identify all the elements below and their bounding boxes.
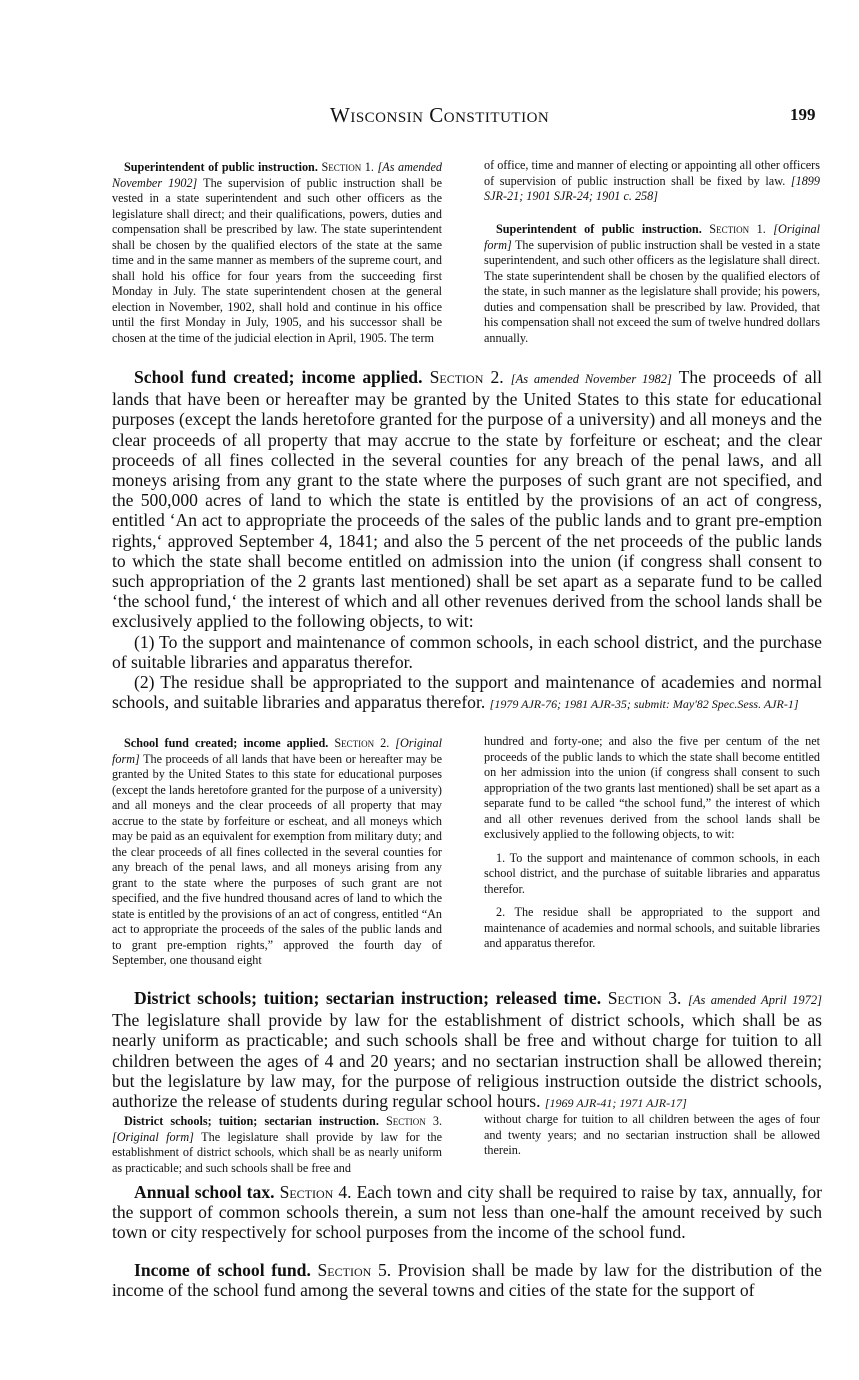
sec2-original-text-left: The proceeds of all lands that have been or hereafter may be granted by the United States to this state for educational purposes (except the lands heretofore granted for the purpose of a university) and all moneys and the clear proceeds of all property that may accrue to the state by forfeiture or escheat, and all moneys which may be paid as an equivalent for exemption from military duty; and the clear proceeds of all fines collected in the several counties for any breach of the penal laws, and all moneys arising from any grant to the state where the purposes of such grant are not specified, and the five hundred thousand acres of land to which the state is entitled by the provisions of an act of congress, entitled “An act to appropriate the proceeds of the sales of the public lands and to grant pre-emption rights,” approved the fourth day of September, one thousand eight <box>112 751 442 967</box>
sec3-original-left-column <box>112 1114 442 1176</box>
sec2-original-item-1: 1. To the support and maintenance of common schools, in each school district, and the purchase of suitable libraries and apparatus therefor. <box>484 850 820 896</box>
sec1-1902-text-left: The supervision of public instruction shall be vested in a state superintendent and such other officers as the legislature shall direct; and their qualifications, powers, duties and compensation shall be prescribed by law. The state superintendent shall be chosen by the qualified electors of the state at the same time and in the same manner as members of the supreme court, and shall hold his office for four years from the succeeding first Monday in July. The state superintendent chosen at the general election in November, 1902, shall hold and continue in his office until the first Monday in July, 1905, and his successor shall be chosen at the time of the judicial election in April, 1905. The term <box>112 175 442 345</box>
sec2-history: [1979 AJR-76; 1981 AJR-35; submit: May'82 Spec.Sess. AJR-1] <box>489 697 799 712</box>
sec4-section: Section 4. <box>279 1182 352 1202</box>
sec2-item-2: (2) The residue shall be appropriated to the support and maintenance of academies and normal schools, and suitable libraries and apparatus therefor. <box>112 672 822 713</box>
sec2-original-left-column <box>112 736 442 969</box>
sec2-text: The proceeds of all lands that have been or hereafter may be granted by the United States to this state for educational purposes (except the lands heretofore granted for the purpose of a university) and all moneys and the clear proceeds of all property that may accrue to the state by forfeiture or escheat; and the clear proceeds of all fines collected in the several counties for any breach of the penal laws, and all moneys arising from any grant to the state where the purposes of such grant are not specified, and the 500,000 acres of land to which the state is entitled by the provisions of an act of congress, entitled ‘An act to appropriate the proceeds of the sales of the public lands and to grant pre-emption rights,‘ approved September 4, 1841; and also the 5 percent of the net proceeds of the public lands to which the state shall become entitled on admission into the union (if congress shall consent to such appropriation of the 2 grants last mentioned) shall be set apart as a separate fund to be called ‘the school fund,‘ the interest of which and all other revenues derived from the school lands shall be exclusively applied to the following objects, to wit: <box>112 367 823 632</box>
sec3-block <box>112 988 822 1113</box>
sec1-original-section: Section 1. <box>709 222 766 236</box>
sec2-item-1: (1) To the support and maintenance of common schools, in each school district, and the purchase of suitable libraries and apparatus therefor. <box>112 631 822 672</box>
sec1-original-block <box>484 222 820 346</box>
sec1-1902-text-right: of office, time and manner of electing or appointing all other officers of supervision of public instruction shall be fixed by law. <box>484 158 820 188</box>
sec2-original-right-column <box>484 734 820 952</box>
sec2-original-section: Section 2. <box>334 736 390 750</box>
page-number: 199 <box>790 105 816 124</box>
sec1-1902-section: Section 1. <box>321 160 374 174</box>
sec4-block <box>112 1182 822 1243</box>
sec3-original-heading: District schools; tuition; sectarian instruction. <box>124 1114 379 1128</box>
sec5-heading: Income of school fund. <box>134 1260 311 1280</box>
sec2-note: [As amended November 1982] <box>510 372 672 386</box>
sec3-original-right-column <box>484 1112 820 1159</box>
sec3-section: Section 3. <box>607 988 682 1008</box>
sec3-heading: District schools; tuition; sectarian instruction; released time. <box>134 988 602 1008</box>
sec1-1902-history: [1899 SJR-21; 1901 SJR-24; 1901 c. 258] <box>484 173 820 203</box>
sec3-original-text-right: without charge for tuition to all children between the ages of four and twenty years; and no sectarian instruction shall be allowed therein. <box>484 1112 820 1157</box>
sec2-original-note: [Original form] <box>112 736 442 766</box>
sec1-original-heading: Superintendent of public instruction. <box>496 222 702 236</box>
sec5-block <box>112 1260 822 1300</box>
sec2-original-text-right: hundred and forty-one; and also the five per centum of the net proceeds of the public lands to which the state shall become entitled on her admission into the union (if congress shall consent to such appropriation of the two grants last mentioned) shall be set apart as a separate fund to be called “the school fund,” the interest of which and all other revenues derived from the school lands shall be exclusively applied to the following objects, to wit: <box>484 734 820 841</box>
sec3-original-note: [Original form] <box>112 1129 194 1144</box>
sec2-original-heading: School fund created; income applied. <box>124 736 329 750</box>
sec4-heading: Annual school tax. <box>134 1182 275 1202</box>
sec3-history: [1969 AJR-41; 1971 AJR-17] <box>544 1096 687 1111</box>
sec1-1902-heading: Superintendent of public instruction. <box>124 160 318 174</box>
sec2-original-item-2: 2. The residue shall be appropriated to the support and maintenance of academies and normal schools, and suitable libraries and apparatus therefor. <box>484 905 820 950</box>
sec2-heading: School fund created; income applied. <box>134 367 423 387</box>
sec2-section: Section 2. <box>429 367 504 387</box>
sec3-note: [As amended April 1972] <box>688 993 822 1007</box>
sec4-text: Each town and city shall be required to raise by tax, annually, for the support of common schools therein, a sum not less than one-half the amount received by such town or city respectively for school purposes from the income of the school fund. <box>112 1182 822 1243</box>
sec5-section: Section 5. <box>317 1260 392 1280</box>
sec1-original-note: [Original form] <box>484 222 821 252</box>
sec1-original-text: The supervision of public instruction shall be vested in a state superintendent, and such other officers as the legislature shall direct. The state superintendent shall be chosen by the qualified electors of the state, in such manner as the legislature shall provide; his powers, duties and compensation shall be prescribed by law. Provided, that his compensation shall not exceed the sum of twelve hundred dollars annually. <box>484 237 820 345</box>
sec3-original-text-left: The legislature shall provide by law for the establishment of district schools, which shall be as nearly uniform as practicable; and such schools shall be free and <box>112 1129 443 1175</box>
sec3-text: The legislature shall provide by law for the establishment of district schools, which shall be as nearly uniform as practicable; and such schools shall be free and without charge for tuition to all children between the ages of 4 and 20 years; and no sectarian instruction shall be allowed therein; but the legislature by law may, for the purpose of religious instruction outside the district schools, authorize the release of students during regular school hours. <box>112 1010 822 1112</box>
sec1-1902-left-column <box>112 160 442 346</box>
sec2-block <box>112 367 822 714</box>
sec1-1902-right-column <box>484 158 820 205</box>
sec1-1902-note: [As amended November 1902] <box>112 160 443 190</box>
sec3-original-section: Section 3. <box>385 1114 442 1128</box>
sec5-text: Provision shall be made by law for the distribution of the income of the school fund among the several towns and cities of the state for the support of <box>112 1260 822 1301</box>
page-running-title: Wisconsin Constitution <box>330 103 550 127</box>
